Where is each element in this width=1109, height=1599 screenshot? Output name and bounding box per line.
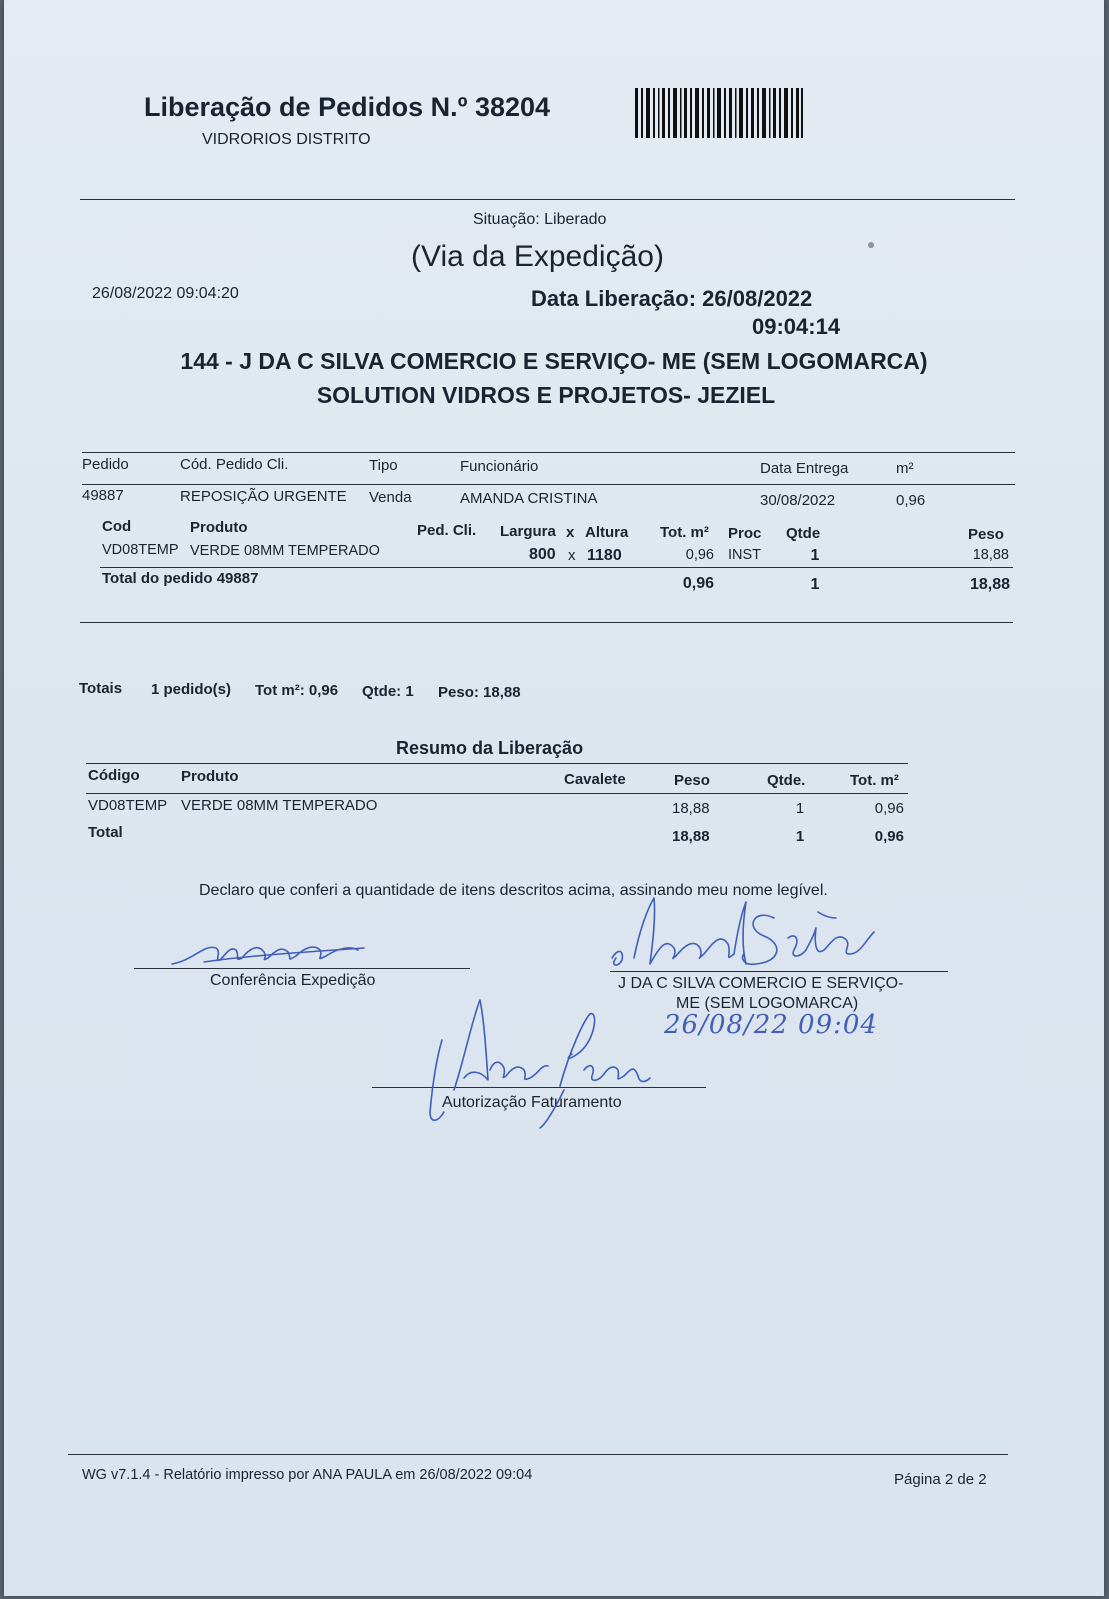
document-page — [4, 0, 1104, 1596]
summary-col-tot-m2: Tot. m² — [850, 772, 899, 789]
label-conferencia: Conferência Expedição — [210, 972, 376, 989]
item-produto: VERDE 08MM TEMPERADO — [190, 543, 380, 559]
order-m2: 0,96 — [896, 492, 926, 509]
summary-codigo: VD08TEMP — [88, 797, 168, 814]
item-tot-m2: 0,96 — [685, 547, 714, 563]
client-subname: SOLUTION VIDROS E PROJETOS- JEZIEL — [316, 382, 776, 408]
summary-qtde: 1 — [795, 800, 805, 817]
item-col-tot-m2: Tot. m² — [660, 524, 709, 541]
label-autorizacao: Autorização Faturamento — [442, 1094, 622, 1111]
header-divider — [80, 199, 1015, 200]
footer-rule — [68, 1454, 1008, 1455]
col-data-entrega: Data Entrega — [760, 460, 849, 477]
label-client-line1: J DA C SILVA COMERCIO E SERVIÇO- — [618, 975, 904, 992]
company-name: VIDRORIOS DISTRITO — [202, 131, 371, 148]
handwritten-date: 26/08/22 09:04 — [664, 1010, 878, 1040]
copy-type: (Via da Expedição) — [411, 240, 664, 273]
item-col-largura: Largura — [500, 523, 556, 540]
totals-m2: Tot m²: 0,96 — [255, 682, 339, 699]
col-pedido: Pedido — [82, 456, 129, 473]
summary-col-cavalete: Cavalete — [564, 771, 626, 788]
summary-tot-m2: 0,96 — [874, 800, 904, 817]
order-total-label: Total do pedido 49887 — [102, 570, 259, 587]
order-total-peso: 18,88 — [969, 576, 1010, 593]
summary-title: Resumo da Liberação — [396, 738, 584, 758]
item-altura: 1180 — [587, 547, 622, 564]
order-table-top-rule — [82, 452, 1015, 453]
item-peso: 18,88 — [972, 547, 1009, 563]
summary-total-qtde: 1 — [795, 828, 805, 845]
summary-total-peso: 18,88 — [672, 828, 710, 845]
item-col-altura: Altura — [585, 524, 629, 541]
footer-page-number: Página 2 de 2 — [894, 1471, 987, 1488]
item-col-qtde: Qtde — [786, 525, 821, 542]
order-data-entrega: 30/08/2022 — [760, 492, 836, 509]
document-title: Liberação de Pedidos N.º 38204 — [144, 92, 551, 122]
summary-produto: VERDE 08MM TEMPERADO — [181, 797, 378, 814]
item-col-produto: Produto — [190, 519, 248, 536]
order-total-qtde: 1 — [810, 576, 820, 593]
order-tipo: Venda — [369, 489, 412, 506]
item-proc: INST — [728, 547, 762, 563]
signature-autorizacao — [414, 990, 654, 1130]
item-col-peso: Peso — [968, 526, 1004, 543]
order-table-bottom-rule — [80, 622, 1013, 623]
item-x: x — [568, 547, 576, 564]
summary-col-codigo: Código — [88, 767, 140, 784]
ink-spot — [868, 242, 874, 248]
col-cod-pedido-cli: Cód. Pedido Cli. — [180, 456, 289, 473]
item-largura: 800 — [529, 546, 556, 563]
signature-client — [604, 888, 884, 978]
order-header-rule — [82, 484, 1015, 485]
client-name: 144 - J DA C SILVA COMERCIO E SERVIÇO- ME (SEM LOGOMARCA) — [180, 348, 928, 374]
declaration-text: Declaro que conferi a quantidade de itens descritos acima, assinando meu nome legível. — [199, 882, 828, 899]
item-col-cod: Cod — [102, 518, 132, 535]
item-col-ped-cli: Ped. Cli. — [417, 522, 477, 539]
summary-col-peso: Peso — [674, 772, 710, 789]
item-cod: VD08TEMP — [102, 542, 179, 558]
col-tipo: Tipo — [369, 457, 398, 474]
summary-col-qtde: Qtde. — [767, 772, 806, 789]
order-pedido: 49887 — [82, 487, 124, 504]
footer-printed-by: WG v7.1.4 - Relatório impresso por ANA PAULA em 26/08/2022 09:04 — [82, 1467, 533, 1483]
col-m2: m² — [896, 460, 914, 477]
item-total-rule — [100, 567, 1013, 568]
label-client-line2: ME (SEM LOGOMARCA) — [676, 995, 859, 1012]
totals-peso: Peso: 18,88 — [438, 684, 521, 701]
status-text: Situação: Liberado — [473, 211, 607, 228]
summary-peso: 18,88 — [672, 800, 710, 817]
summary-col-produto: Produto — [181, 768, 239, 785]
col-funcionario: Funcionário — [460, 458, 539, 475]
barcode — [635, 88, 803, 138]
totals-pedidos: 1 pedido(s) — [151, 681, 232, 698]
item-qtde: 1 — [810, 547, 820, 564]
order-cod-pedido-cli: REPOSIÇÃO URGENTE — [180, 488, 347, 505]
item-col-proc: Proc — [728, 525, 762, 542]
order-total-m2: 0,96 — [682, 575, 714, 592]
summary-total-label: Total — [88, 824, 123, 841]
signature-conferencia — [164, 930, 374, 975]
item-col-x: x — [566, 524, 575, 541]
totals-qtde: Qtde: 1 — [362, 683, 414, 700]
order-funcionario: AMANDA CRISTINA — [460, 490, 598, 507]
summary-header-rule — [86, 793, 908, 794]
release-date: Data Liberação: 26/08/2022 — [531, 286, 813, 311]
totals-label: Totais — [79, 680, 123, 697]
summary-total-m2: 0,96 — [874, 828, 904, 845]
print-timestamp: 26/08/2022 09:04:20 — [92, 285, 239, 302]
summary-top-rule — [86, 763, 908, 764]
release-time: 09:04:14 — [752, 314, 841, 339]
